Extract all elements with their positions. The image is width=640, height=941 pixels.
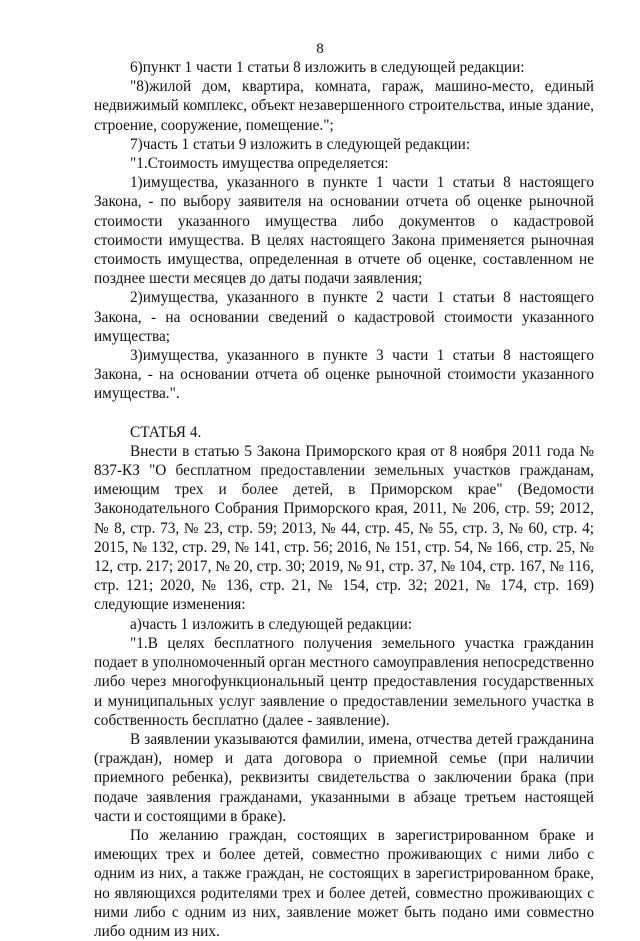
article-4-heading: СТАТЬЯ 4. (130, 423, 202, 441)
part-1-text: "1.В целях бесплатного получения земельного участка гражданин подает в уполномоченный орган местного самоуправления непосредственно либо через многофункциональный центр предоставления государственных и муниципальных услуг заявление о предоставлении земельного участка в собственность бесплатно (далее - заявление). (94, 634, 594, 729)
valuation-point-1: 1)имущества, указанного в пункте 1 части 1 статьи 8 настоящего Закона, - по выбору заявителя на основании отчета об оценке рыночной стоимости указанного имущества либо документов о кадастровой стоимости имущества. В целях настоящего Закона применяется рыночная стоимость имущества, определенная в отчете об оценке, составленном не позднее шести месяцев до даты подачи заявления; (94, 174, 594, 288)
document-body (94, 58, 594, 941)
page-number: 8 (316, 41, 324, 57)
article-4-item-a: а)часть 1 изложить в следующей редакции: (130, 615, 413, 633)
amendment-item-6: 6)пункт 1 части 1 статьи 8 изложить в следующей редакции: (130, 59, 525, 76)
valuation-point-2: 2)имущества, указанного в пункте 2 части 1 статьи 8 настоящего Закона, - на основании сведений о кадастровой стоимости указанного имущества; (94, 289, 594, 345)
amendment-item-7: 7)часть 1 статьи 9 изложить в следующей редакции: (130, 135, 471, 153)
article-4-preamble: Внести в статью 5 Закона Приморского края от 8 ноября 2011 года № 837-КЗ "О бесплатном предоставлении земельных участков гражданам, имеющим трех и более детей, в Приморском крае" (Ведомости Законодательного Собрания Приморского края, 2011, № 206, стр. 59; 2012, № 8, стр. 73, № 23, стр. 59; 2013, № 44, стр. 45, № 55, стр. 3, № 60, стр. 4; 2015, № 132, стр. 29, № 141, стр. 56; 2016, № 151, стр. 54, № 166, стр. 25, № 12, стр. 217; 2017, № 20, стр. 30; 2019, № 91, стр. 37, № 104, стр. 167, № 116, стр. 121; 2020, № 136, стр. 21, № 154, стр. 32; 2021, № 174, стр. 169) следующие изменения: (94, 442, 594, 614)
amendment-item-7-intro: "1.Стоимость имущества определяется: (130, 155, 389, 173)
joint-application: По желанию граждан, состоящих в зарегистрированном браке и имеющих трех и более детей, совместно проживающих с ними либо с одним из них, а также граждан, не состоящих в зарегистрированном браке, но являющихся родителями трех и более детей, совместно проживающих с ними либо с одним из них, заявление может быть подано ими совместно либо одним из них. (94, 826, 594, 940)
application-contents: В заявлении указываются фамилии, имена, отчества детей гражданина (граждан), номер и дата договора о приемной семье (при наличии приемного ребенка), реквизиты свидетельства о заключении брака (при подаче заявления гражданами, указанными в абзаце третьем настоящей части и состоящими в браке). (94, 730, 594, 825)
valuation-point-3: 3)имущества, указанного в пункте 3 части 1 статьи 8 настоящего Закона, - на основании отчета об оценке рыночной стоимости указанного имущества.". (94, 347, 594, 403)
amendment-item-6-text: "8)жилой дом, квартира, комната, гараж, машино-место, единый недвижимый комплекс, объект незавершенного строительства, иные здание, строение, сооружение, помещение."; (94, 78, 594, 134)
